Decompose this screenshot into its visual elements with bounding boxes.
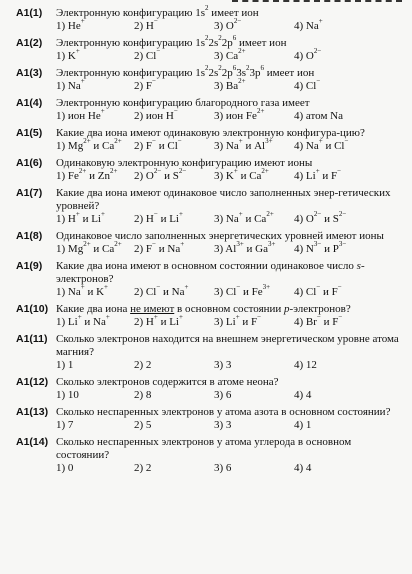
- answer-options: [56, 419, 404, 432]
- answer-option-1[interactable]: 1) Na+ и K+: [56, 283, 108, 298]
- question-number: A1(6): [16, 157, 43, 169]
- answer-options: [56, 47, 404, 63]
- answer-option-4[interactable]: 4) Na+: [294, 17, 323, 32]
- answer-option-2[interactable]: 2) H−: [134, 17, 158, 32]
- question-11: [16, 333, 404, 372]
- question-text: Какие два иона имеют в основном состоянии одинаковое число s-электронов?: [56, 260, 365, 285]
- answer-options: [56, 167, 404, 183]
- answer-option-4[interactable]: 4) 12: [294, 359, 317, 371]
- question-7: [16, 187, 404, 226]
- question-number: A1(3): [16, 67, 43, 79]
- answer-option-1[interactable]: 1) Li+ и Na+: [56, 313, 110, 328]
- answer-options: [56, 240, 404, 256]
- answer-option-3[interactable]: 3) $Ca^{2+}$: [214, 47, 246, 62]
- question-number: A1(14): [16, 436, 49, 448]
- answer-option-1[interactable]: 1) 7: [56, 419, 74, 431]
- answer-option-1[interactable]: 1) H+ и Li+: [56, 210, 105, 225]
- answer-option-4[interactable]: 4) Li+ и F−: [294, 167, 342, 182]
- answer-option-3[interactable]: 3) Na+ и $Al^{3+}$: [214, 137, 273, 152]
- question-14: [16, 436, 404, 475]
- question-text: Сколько электронов содержится в атоме неона?: [56, 376, 279, 388]
- question-number: A1(11): [16, 333, 48, 345]
- answer-option-4[interactable]: 4) $N^{3-}$ и $P^{3-}$: [294, 240, 347, 255]
- answer-option-4[interactable]: 4) атом Na: [294, 110, 344, 122]
- question-text: Сколько электронов находится на внешнем энергетическом уровне атома магния?: [56, 333, 399, 358]
- answer-option-2[interactable]: 2) 2: [134, 462, 152, 474]
- question-8: [16, 230, 404, 256]
- question-2: [16, 34, 404, 63]
- question-number: A1(10): [16, 303, 49, 315]
- question-number: A1(7): [16, 187, 43, 199]
- answer-option-1[interactable]: 1) ион He+: [56, 107, 105, 122]
- answer-options: [56, 77, 404, 93]
- answer-option-3[interactable]: 3) Li+ и F−: [214, 313, 262, 328]
- question-number: A1(12): [16, 376, 49, 388]
- answer-option-4[interactable]: 4) $O^{2-}$ и $S^{2-}$: [294, 210, 347, 225]
- question-text: Электронную конфигурацию благородного газа имеет: [56, 97, 310, 109]
- answer-options: [56, 359, 404, 372]
- question-text: Электронную конфигурацию $1s^22s^22p^63s^23p^6$ имеет ион: [56, 64, 315, 79]
- answer-option-4[interactable]: 4) 4: [294, 389, 312, 401]
- question-number: A1(13): [16, 406, 49, 418]
- question-text: Электронную конфигурацию $1s^2$ имеет ион: [56, 4, 259, 19]
- answer-option-1[interactable]: 1) 10: [56, 389, 79, 401]
- answer-option-3[interactable]: 3) K+ и $Ca^{2+}$: [214, 167, 269, 182]
- question-1: [16, 4, 404, 33]
- question-text: Сколько неспаренных электронов у атома углерода в основном состоянии?: [56, 436, 352, 461]
- answer-option-4[interactable]: 4) 1: [294, 419, 312, 431]
- answer-options: [56, 283, 404, 299]
- answer-option-3[interactable]: 3) ион $Fe^{2+}$: [214, 107, 265, 122]
- answer-option-1[interactable]: 1) He+: [56, 17, 85, 32]
- answer-option-3[interactable]: 3) 6: [214, 462, 232, 474]
- answer-option-2[interactable]: 2) 5: [134, 419, 152, 431]
- question-13: [16, 406, 404, 432]
- answer-option-2[interactable]: 2) F−: [134, 77, 156, 92]
- answer-option-1[interactable]: 1) K+: [56, 47, 80, 62]
- answer-option-4[interactable]: 4) Na+ и Cl−: [294, 137, 349, 152]
- answer-option-4[interactable]: 4) Br− и F−: [294, 313, 343, 328]
- question-number: A1(8): [16, 230, 43, 242]
- question-3: [16, 64, 404, 93]
- question-5: [16, 127, 404, 153]
- question-list: [16, 4, 404, 479]
- answer-option-3[interactable]: 3) 3: [214, 419, 232, 431]
- question-text: Какие два иона не имеют в основном состоянии p-электронов?: [56, 303, 351, 315]
- question-number: A1(9): [16, 260, 43, 272]
- answer-option-3[interactable]: 3) $O^{2-}$: [214, 17, 242, 32]
- answer-option-1[interactable]: 1) 1: [56, 359, 74, 371]
- question-12: [16, 376, 404, 402]
- answer-option-2[interactable]: 2) Cl− и Na+: [134, 283, 189, 298]
- answer-option-2[interactable]: 2) Cl−: [134, 47, 161, 62]
- question-4: [16, 97, 404, 123]
- answer-option-1[interactable]: 1) 0: [56, 462, 74, 474]
- answer-option-2[interactable]: 2) F− и Na+: [134, 240, 185, 255]
- answer-option-1[interactable]: 1) $Mg^{2+}$ и $Ca^{2+}$: [56, 240, 122, 255]
- answer-options: [56, 107, 404, 123]
- question-number: A1(5): [16, 127, 43, 139]
- answer-options: [56, 137, 404, 153]
- answer-options: [56, 313, 404, 329]
- answer-option-3[interactable]: 3) 6: [214, 389, 232, 401]
- question-text: Электронную конфигурацию $1s^22s^22p^6$ имеет ион: [56, 34, 287, 49]
- answer-option-1[interactable]: 1) Na+: [56, 77, 85, 92]
- question-text: Какие два иона имеют одинаковую электронную конфигура-цию?: [56, 127, 365, 139]
- question-9: [16, 260, 404, 299]
- answer-option-4[interactable]: 4) $O^{2-}$: [294, 47, 322, 62]
- question-number: A1(2): [16, 37, 43, 49]
- question-number: A1(4): [16, 97, 43, 109]
- answer-option-4[interactable]: 4) Cl−: [294, 77, 321, 92]
- answer-options: [56, 462, 404, 475]
- answer-option-3[interactable]: 3) Cl− и $Fe^{3+}$: [214, 283, 271, 298]
- answer-option-2[interactable]: 2) H+ и Li+: [134, 313, 183, 328]
- answer-option-2[interactable]: 2) F− и Cl−: [134, 137, 182, 152]
- answer-option-2[interactable]: 2) ион H−: [134, 107, 178, 122]
- answer-option-4[interactable]: 4) 4: [294, 462, 312, 474]
- answer-option-2[interactable]: 2) 8: [134, 389, 152, 401]
- answer-options: [56, 17, 404, 33]
- question-text: Сколько неспаренных электронов у атома азота в основном состоянии?: [56, 406, 391, 418]
- answer-option-4[interactable]: 4) Cl− и F−: [294, 283, 342, 298]
- answer-options: [56, 210, 404, 226]
- top-dashed-line: [232, 0, 402, 4]
- answer-options: [56, 389, 404, 402]
- question-number: A1(1): [16, 7, 43, 19]
- question-10: [16, 303, 404, 329]
- question-text: Одинаковое число заполненных энергетических уровней имеют ионы: [56, 230, 384, 242]
- answer-option-3[interactable]: 3) $Al^{3+}$ и $Ga^{3+}$: [214, 240, 276, 255]
- answer-option-3[interactable]: 3) $Ba^{2+}$: [214, 77, 246, 92]
- answer-option-2[interactable]: 2) $O^{2-}$ и $S^{2-}$: [134, 167, 187, 182]
- answer-option-3[interactable]: 3) Na+ и $Ca^{2+}$: [214, 210, 274, 225]
- answer-option-2[interactable]: 2) H− и Li+: [134, 210, 183, 225]
- question-6: [16, 157, 404, 183]
- question-text: Какие два иона имеют одинаковое число заполненных энер-гетических уровней?: [56, 187, 391, 212]
- answer-option-2[interactable]: 2) 2: [134, 359, 152, 371]
- answer-option-1[interactable]: 1) $Mg^{2+}$ и $Ca^{2+}$: [56, 137, 122, 152]
- answer-option-3[interactable]: 3) 3: [214, 359, 232, 371]
- question-text: Одинаковую электронную конфигурацию имеют ионы: [56, 157, 313, 169]
- answer-option-1[interactable]: 1) $Fe^{2+}$ и $Zn^{2+}$: [56, 167, 118, 182]
